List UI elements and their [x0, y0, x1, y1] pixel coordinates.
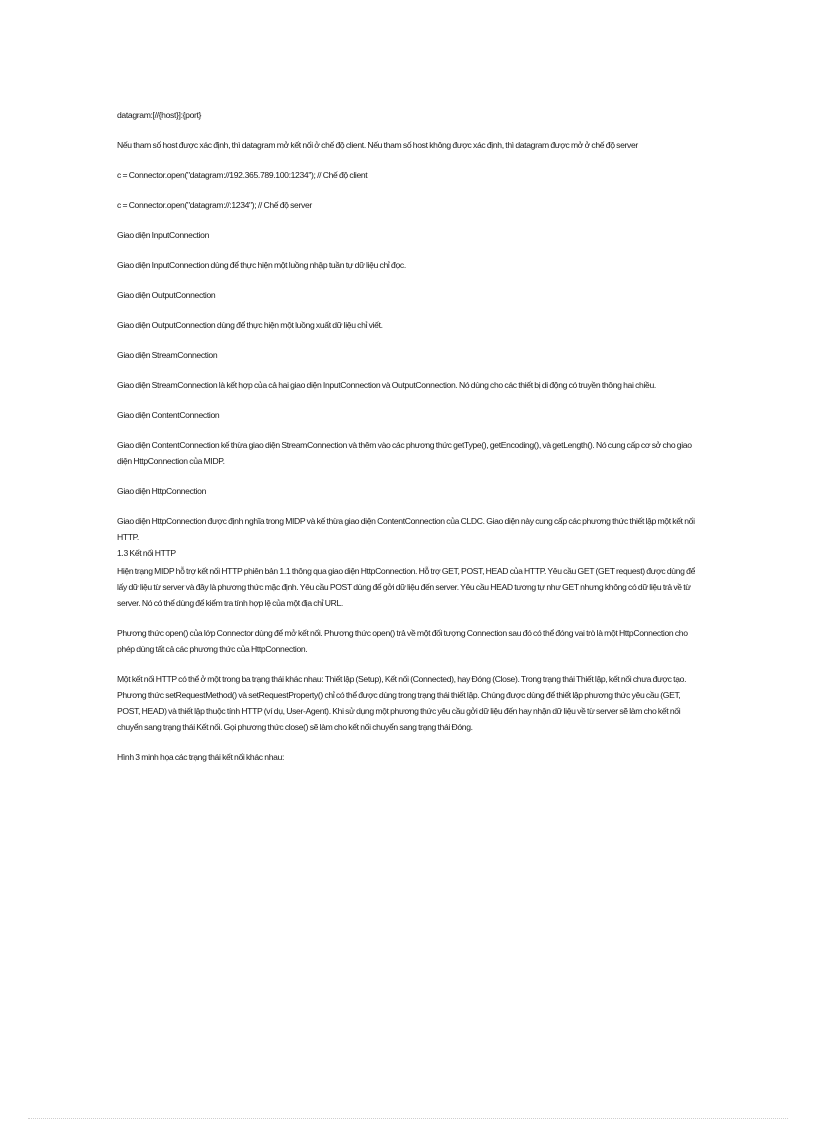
page-bottom-rule — [28, 1118, 788, 1119]
heading-inputconnection: Giao diện InputConnection — [117, 230, 210, 240]
code-datagram-server: c = Connector.open("datagram://:1234"); // Chế độ server — [117, 200, 312, 210]
code-datagram-client: c = Connector.open("datagram://192.365.789.100:1234"); // Chế độ client — [117, 170, 368, 180]
document-page — [117, 107, 697, 765]
heading-outputconnection: Giao diện OutputConnection — [117, 290, 216, 300]
paragraph-open-method: Phương thức open() của lớp Connector dùng để mở kết nối. Phương thức open() trả về một đối tượng Connection sau đó có thể đóng vai trò là một HttpConnection cho phép dùng tất cả các phương thức của HttpConnection. — [117, 628, 688, 654]
section-heading-http: 1.3 Kết nối HTTP — [117, 548, 176, 558]
heading-httpconnection: Giao diện HttpConnection — [117, 486, 207, 496]
paragraph-connection-states: Một kết nối HTTP có thể ở một trong ba trạng thái khác nhau: Thiết lập (Setup), Kết nối (Connected), hay Đóng (Close). Trong trạng thái Thiết lập, kết nối chưa được tạo. Phương thức setRequestMethod() và setRequestProperty() chỉ có thể được dùng trong trạng thái thiết lập. Chúng được dùng để thiết lập phương thức yêu cầu (GET, POST, HEAD) và thiết lập thuộc tính HTTP (ví dụ, User-Agent). Khi sử dụng một phương thức yêu cầu gởi dữ liệu đến hay nhận dữ liệu về từ server sẽ làm cho kết nối chuyển sang trạng thái Kết nối. Gọi phương thức close() sẽ làm cho kết nối chuyển sang trạng thái Đóng. — [117, 674, 687, 732]
paragraph-httpconnection: Giao diện HttpConnection được định nghĩa trong MIDP và kế thừa giao diện ContentConnection của CLDC. Giao diện này cung cấp các phương thức thiết lập một kết nối HTTP. — [117, 516, 695, 542]
heading-contentconnection: Giao diện ContentConnection — [117, 410, 220, 420]
paragraph-outputconnection: Giao diện OutputConnection dùng để thực hiện một luồng xuất dữ liệu chỉ viết. — [117, 320, 383, 330]
paragraph-inputconnection: Giao diện InputConnection dùng để thực hiện một luồng nhập tuần tự dữ liệu chỉ đọc. — [117, 260, 406, 270]
paragraph-figure-caption: Hình 3 minh họa các trạng thái kết nối khác nhau: — [117, 752, 285, 762]
paragraph-http-support: Hiện trạng MIDP hỗ trợ kết nối HTTP phiên bản 1.1 thông qua giao diện HttpConnection. Hỗ trợ GET, POST, HEAD của HTTP. Yêu cầu GET (GET request) được dùng để lấy dữ liệu từ server và đây là phương thức mặc định. Yêu cầu POST dùng để gởi dữ liệu đến server. Yêu cầu HEAD tương tự như GET nhưng không có dữ liệu trả về từ server. Nó có thể dùng để kiểm tra tính hợp lệ của một địa chỉ URL. — [117, 566, 695, 608]
heading-streamconnection: Giao diện StreamConnection — [117, 350, 218, 360]
paragraph-streamconnection: Giao diện StreamConnection là kết hợp của cả hai giao diện InputConnection và OutputConnection. Nó dùng cho các thiết bị di động có truyền thông hai chiều. — [117, 380, 656, 390]
paragraph-datagram-syntax: datagram:[//{host}]:{port} — [117, 110, 202, 120]
paragraph-datagram-host: Nếu tham số host được xác định, thì datagram mở kết nối ở chế độ client. Nếu tham số host không được xác định, thì datagram được mở ở chế độ server — [117, 140, 638, 150]
paragraph-contentconnection: Giao diện ContentConnection kế thừa giao diện StreamConnection và thêm vào các phương thức getType(), getEncoding(), và getLength(). Nó cung cấp cơ sở cho giao diện HttpConnection của MIDP. — [117, 440, 692, 466]
